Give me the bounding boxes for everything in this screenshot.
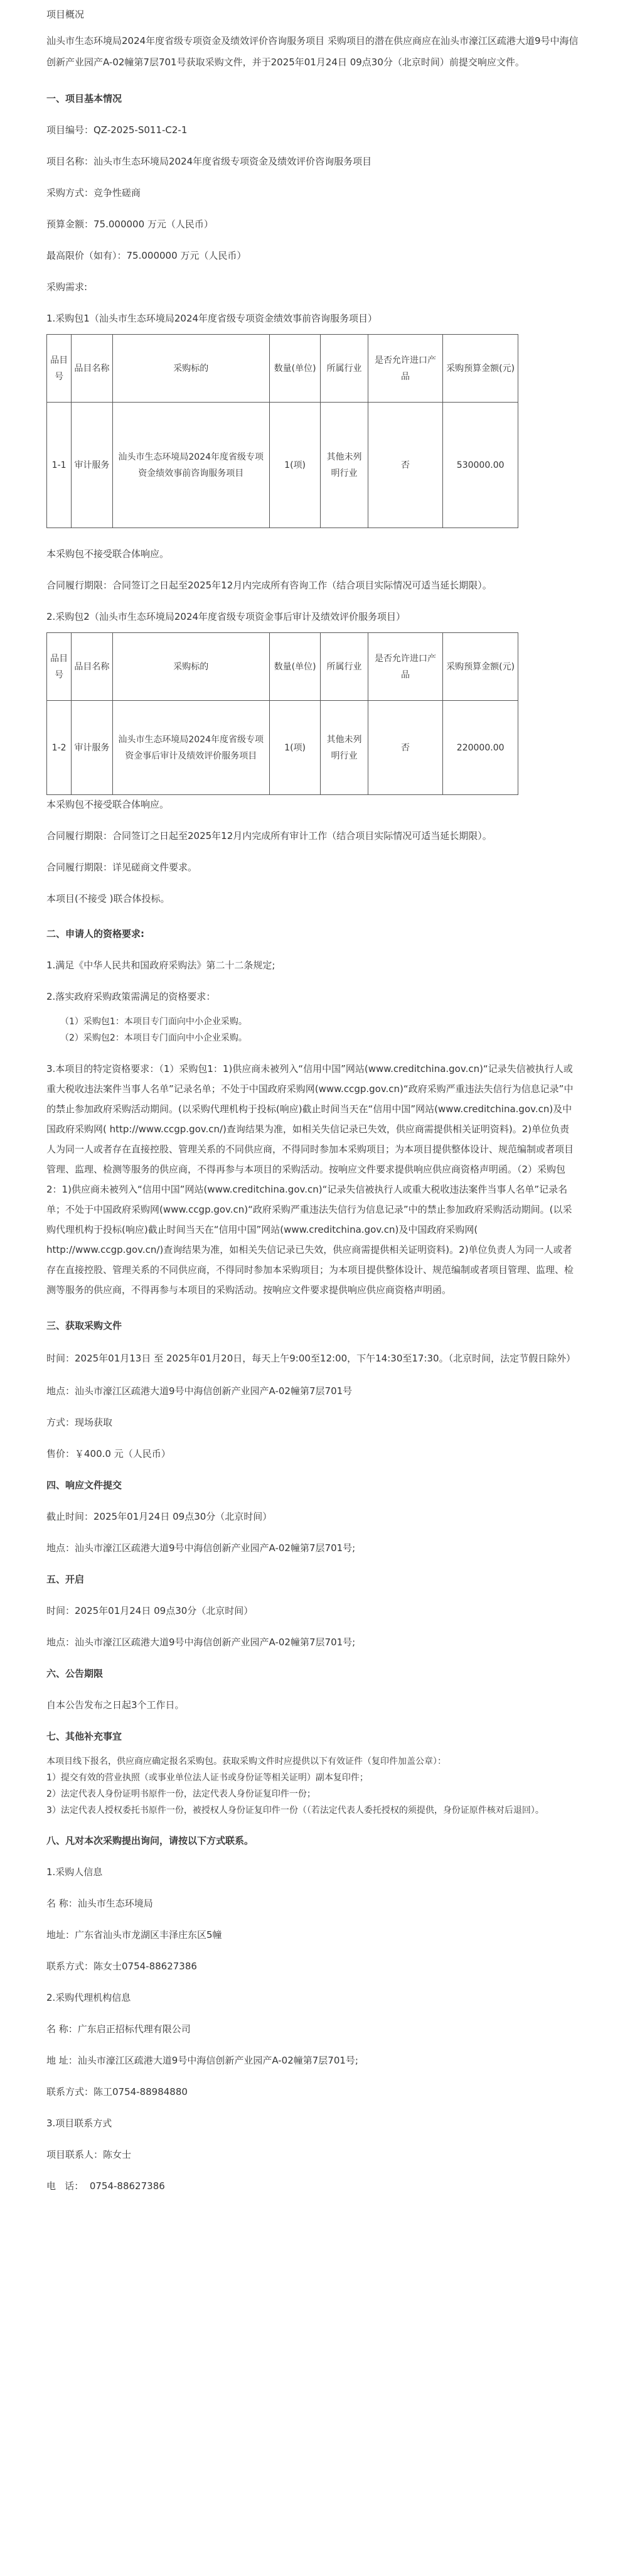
package-2-policy: （2）采购包2：本项目专门面向中小企业采购。 bbox=[60, 1033, 247, 1043]
obtain-time: 时间：2025年01月13日 至 2025年01月20日，每天上午9:00至12:00，下午14:30至17:30。（北京时间，法定节假日除外） bbox=[46, 1353, 576, 1364]
section-basic-info-title: 一、项目基本情况 bbox=[46, 93, 122, 104]
row-target: 汕头市生态环境局2024年度省级专项资金绩效事前咨询服务项目 bbox=[112, 403, 269, 528]
project-contact-heading: 3.项目联系方式 bbox=[46, 2118, 112, 2129]
project-name: 项目名称：汕头市生态环境局2024年度省级专项资金及绩效评价咨询服务项目 bbox=[46, 156, 372, 167]
section-qualification-title: 二、申请人的资格要求: bbox=[46, 928, 144, 939]
header-import: 是否允许进口产品 bbox=[368, 335, 443, 403]
agency-name: 名 称：广东启正招标代理有限公司 bbox=[46, 2023, 191, 2035]
project-contact-person: 项目联系人：陈女士 bbox=[46, 2149, 132, 2160]
header-target: 采购标的 bbox=[112, 335, 269, 403]
section-notice-period-title: 六、公告期限 bbox=[46, 1668, 104, 1679]
other-req-2: 2）法定代表人身份证明书原件一份，法定代表人身份证复印件一份； bbox=[46, 1789, 316, 1799]
table-row bbox=[47, 403, 518, 528]
obtain-way: 方式：现场获取 bbox=[46, 1417, 113, 1428]
needs-label: 采购需求: bbox=[46, 281, 88, 293]
header-import: 是否允许进口产品 bbox=[368, 633, 443, 701]
project-contact-phone: 电 话： 0754-88627386 bbox=[46, 2180, 165, 2192]
header-item-no: 品目号 bbox=[47, 633, 72, 701]
project-number: 项目编号：QZ-2025-S011-C2-1 bbox=[46, 124, 188, 136]
package-2-consortium: 本采购包不接受联合体响应。 bbox=[46, 799, 169, 810]
package-2-title: 2.采购包2（汕头市生态环境局2024年度省级专项资金事后审计及绩效评价服务项目） bbox=[46, 611, 406, 622]
package-2-contract-term: 合同履行期限：合同签订之日起至2025年12月内完成所有审计工作（结合项目实际情况可适当延长期限）。 bbox=[46, 830, 492, 842]
max-limit: 最高限价（如有）：75.000000 万元（人民币） bbox=[46, 250, 247, 261]
other-intro: 本项目线下报名，供应商应确定报名采购包。获取采购文件时应提供以下有效证件（复印件加盖公章）： bbox=[46, 1756, 446, 1767]
package-1-table bbox=[46, 334, 518, 528]
package-1-consortium: 本采购包不接受联合体响应。 bbox=[46, 548, 169, 560]
package-1-title: 1.采购包1（汕头市生态环境局2024年度省级专项资金绩效事前咨询服务项目） bbox=[46, 313, 378, 324]
row-qty: 1(项) bbox=[269, 403, 320, 528]
section-contact-title: 八、凡对本次采购提出询问，请按以下方式联系。 bbox=[46, 1835, 254, 1846]
header-target: 采购标的 bbox=[112, 633, 269, 701]
obtain-price: 售价：￥400.0 元（人民币） bbox=[46, 1448, 171, 1459]
overview-text: 汕头市生态环境局2024年度省级专项资金及绩效评价咨询服务项目 采购项目的潜在供应商应在汕头市濠江区疏港大道9号中海信创新产业园产A-02幢第7层701号获取采购文件，并于2025年01月24日 09点30分（北京时间）前提交响应文件。 bbox=[46, 35, 579, 68]
qualification-item-2: 2.落实政府采购政策需满足的资格要求： bbox=[46, 991, 216, 1002]
consortium-all: 本项目(不接受 )联合体投标。 bbox=[46, 893, 170, 904]
qualification-item-3: 3.本项目的特定资格要求：（1）采购包1：1)供应商未被列入“信用中国”网站(www.creditchina.gov.cn)“记录失信被执行人或重大税收违法案件当事人名单”记录名单；不处于中国政府采购网(www.ccgp.gov.cn)“政府采购严重违法失信行为信息记录”中的禁止参加政府采购活动期间。(以采购代理机构于投标(响应)截止时间当天在“信用中国”网站(www.creditchina.gov.cn)及中国政府采购网( http://www.ccgp.gov.cn/)查询结果为准，如相关失信记录已失效，供应商需提供相关证明资料)。2)单位负责人为同一人或者存在直接控股、管理关系的不同供应商，不得同时参加本采购项目；为本项目提供整体设计、规范编制或者项目管理、监理、检测等服务的供应商，不得再参与本项目的采购活动。按响应文件要求提供响应供应商资格声明函。（2）采购包2：1)供应商未被列入“信用中国”网站(www.creditchina.gov.cn)“记录失信被执行人或重大税收违法案件当事人名单”记录名单；不处于中国政府采购网(www.ccgp.gov.cn)“政府采购严重违法失信行为信息记录”中的禁止参加政府采购活动期间。(以采购代理机构于投标(响应)截止时间当天在“信用中国”网站(www.creditchina.gov.cn)及中国政府采购网( http://www.ccgp.gov.cn/)查询结果为准，如相关失信记录已失效，供应商需提供相关证明资料)。2)单位负责人为同一人或者存在直接控股、管理关系的不同供应商，不得同时参加本采购项目；为本项目提供整体设计、规范编制或者项目管理、监理、检测等服务的供应商，不得再参与本项目的采购活动。按响应文件要求提供响应供应商资格声明函。 bbox=[46, 1063, 574, 1296]
table-header-row bbox=[47, 633, 518, 701]
section-submission-title: 四、响应文件提交 bbox=[46, 1480, 122, 1491]
opening-place: 地点：汕头市濠江区疏港大道9号中海信创新产业园产A-02幢第7层701号; bbox=[46, 1637, 356, 1648]
table-row bbox=[47, 701, 518, 795]
header-industry: 所属行业 bbox=[321, 633, 368, 701]
contract-term-note: 合同履行期限：详见磋商文件要求。 bbox=[46, 862, 198, 873]
header-budget: 采购预算金额(元) bbox=[443, 633, 518, 701]
row-import: 否 bbox=[368, 403, 443, 528]
row-budget: 530000.00 bbox=[443, 403, 518, 528]
row-budget: 220000.00 bbox=[443, 701, 518, 795]
package-1-policy: （1）采购包1：本项目专门面向中小企业采购。 bbox=[60, 1017, 247, 1027]
purchaser-heading: 1.采购人信息 bbox=[46, 1866, 103, 1878]
procurement-method: 采购方式：竞争性磋商 bbox=[46, 187, 141, 198]
row-qty: 1(项) bbox=[269, 701, 320, 795]
budget-amount: 预算金额：75.000000 万元（人民币） bbox=[46, 219, 213, 230]
agency-address: 地 址：汕头市濠江区疏港大道9号中海信创新产业园产A-02幢第7层701号; bbox=[46, 2055, 358, 2066]
package-2-table bbox=[46, 632, 518, 795]
header-industry: 所属行业 bbox=[321, 335, 368, 403]
package-1-contract-term: 合同履行期限：合同签订之日起至2025年12月内完成所有咨询工作（结合项目实际情况可适当延长期限）。 bbox=[46, 580, 492, 591]
other-req-1: 1）提交有效的营业执照（或事业单位法人证书或身份证等相关证明）副本复印件； bbox=[46, 1773, 368, 1783]
purchaser-name: 名 称：汕头市生态环境局 bbox=[46, 1898, 153, 1909]
row-industry: 其他未列明行业 bbox=[321, 403, 368, 528]
overview-heading: 项目概况 bbox=[46, 9, 85, 20]
other-req-3: 3）法定代表人授权委托书原件一份，被授权人身份证复印件一份（（若法定代表人委托授权的须提供，身份证原件核对后退回）。 bbox=[46, 1805, 544, 1816]
purchaser-address: 地址：广东省汕头市龙湖区丰泽庄东区5幢 bbox=[46, 1929, 222, 1940]
submission-deadline: 截止时间：2025年01月24日 09点30分（北京时间） bbox=[46, 1511, 272, 1522]
header-item-no: 品目号 bbox=[47, 335, 72, 403]
row-item-no: 1-2 bbox=[47, 701, 72, 795]
table-header-row bbox=[47, 335, 518, 403]
section-other-title: 七、其他补充事宜 bbox=[46, 1731, 122, 1742]
row-item-no: 1-1 bbox=[47, 403, 72, 528]
row-industry: 其他未列明行业 bbox=[321, 701, 368, 795]
purchaser-contact: 联系方式：陈女士0754-88627386 bbox=[46, 1961, 197, 1972]
header-budget: 采购预算金额(元) bbox=[443, 335, 518, 403]
section-obtain-docs-title: 三、获取采购文件 bbox=[46, 1320, 122, 1331]
agency-heading: 2.采购代理机构信息 bbox=[46, 1992, 131, 2003]
row-import: 否 bbox=[368, 701, 443, 795]
header-qty: 数量(单位) bbox=[269, 633, 320, 701]
header-qty: 数量(单位) bbox=[269, 335, 320, 403]
agency-contact: 联系方式：陈工0754-88984880 bbox=[46, 2086, 188, 2097]
row-item-name: 审计服务 bbox=[72, 403, 112, 528]
opening-time: 时间：2025年01月24日 09点30分（北京时间） bbox=[46, 1605, 254, 1616]
header-item-name: 品目名称 bbox=[72, 633, 112, 701]
qualification-item-1: 1.满足《中华人民共和国政府采购法》第二十二条规定; bbox=[46, 960, 275, 971]
row-target: 汕头市生态环境局2024年度省级专项资金事后审计及绩效评价服务项目 bbox=[112, 701, 269, 795]
obtain-place: 地点：汕头市濠江区疏港大道9号中海信创新产业园产A-02幢第7层701号 bbox=[46, 1385, 353, 1397]
header-item-name: 品目名称 bbox=[72, 335, 112, 403]
notice-period-text: 自本公告发布之日起3个工作日。 bbox=[46, 1699, 184, 1711]
row-item-name: 审计服务 bbox=[72, 701, 112, 795]
submission-place: 地点：汕头市濠江区疏港大道9号中海信创新产业园产A-02幢第7层701号; bbox=[46, 1542, 356, 1554]
section-opening-title: 五、开启 bbox=[46, 1574, 85, 1585]
